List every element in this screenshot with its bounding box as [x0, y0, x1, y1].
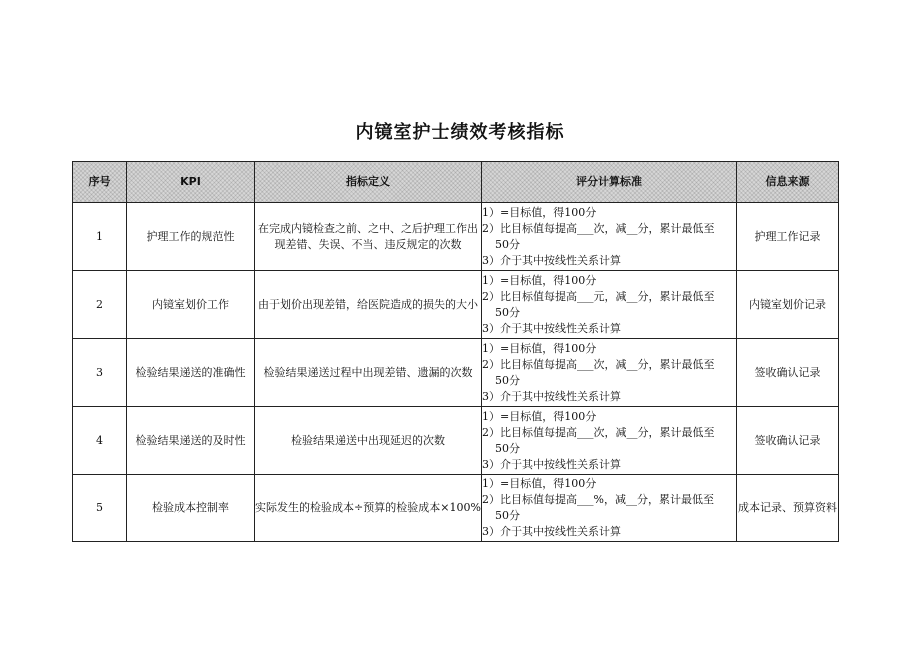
criteria-line: 1）=目标值，得100分	[482, 205, 597, 219]
criteria-line: 2）比目标值每提高___元，减__分，累计最低至	[482, 289, 715, 303]
criteria-line: 1）=目标值，得100分	[482, 341, 597, 355]
criteria-line: 50分	[495, 441, 520, 455]
criteria-line: 2）比目标值每提高___次，减__分，累计最低至	[482, 425, 715, 439]
cell-criteria	[482, 407, 737, 475]
header-seq: 序号	[73, 162, 127, 203]
table-row	[73, 407, 839, 475]
table-row	[73, 271, 839, 339]
cell-seq: 3	[73, 339, 127, 407]
kpi-table	[72, 161, 839, 542]
cell-criteria	[482, 271, 737, 339]
cell-definition: 检验结果递送过程中出现差错、遗漏的次数	[255, 339, 482, 407]
cell-seq: 4	[73, 407, 127, 475]
cell-definition: 实际发生的检验成本÷预算的检验成本×100%	[255, 475, 482, 542]
criteria-line: 50分	[495, 237, 520, 251]
cell-kpi: 检验成本控制率	[127, 475, 255, 542]
cell-source: 成本记录、预算资料	[737, 475, 839, 542]
criteria-line: 3）介于其中按线性关系计算	[482, 321, 621, 335]
table-row	[73, 339, 839, 407]
table-row	[73, 475, 839, 542]
table-row	[73, 203, 839, 271]
cell-seq: 5	[73, 475, 127, 542]
header-source: 信息来源	[737, 162, 839, 203]
cell-source: 签收确认记录	[737, 407, 839, 475]
cell-kpi: 护理工作的规范性	[127, 203, 255, 271]
criteria-line: 3）介于其中按线性关系计算	[482, 525, 621, 538]
criteria-line: 50分	[495, 305, 520, 319]
cell-definition: 由于划价出现差错，给医院造成的损失的大小	[255, 271, 482, 339]
criteria-line: 50分	[495, 509, 520, 522]
criteria-line: 50分	[495, 373, 520, 387]
cell-seq: 2	[73, 271, 127, 339]
cell-criteria	[482, 339, 737, 407]
criteria-line: 3）介于其中按线性关系计算	[482, 457, 621, 471]
document-title: 内镜室护士绩效考核指标	[355, 122, 565, 143]
cell-seq: 1	[73, 203, 127, 271]
criteria-line: 1）=目标值，得100分	[482, 477, 597, 490]
cell-kpi: 检验结果递送的及时性	[127, 407, 255, 475]
criteria-line: 2）比目标值每提高___次，减__分，累计最低至	[482, 357, 715, 371]
cell-source: 内镜室划价记录	[737, 271, 839, 339]
cell-kpi: 内镜室划价工作	[127, 271, 255, 339]
cell-kpi: 检验结果递送的准确性	[127, 339, 255, 407]
criteria-line: 1）=目标值，得100分	[482, 409, 597, 423]
cell-definition: 检验结果递送中出现延迟的次数	[255, 407, 482, 475]
cell-source: 签收确认记录	[737, 339, 839, 407]
criteria-line: 3）介于其中按线性关系计算	[482, 389, 621, 403]
header-kpi: KPI	[127, 162, 255, 203]
criteria-line: 2）比目标值每提高___次，减__分，累计最低至	[482, 221, 715, 235]
header-criteria: 评分计算标准	[482, 162, 737, 203]
header-definition: 指标定义	[255, 162, 482, 203]
cell-definition: 在完成内镜检查之前、之中、之后护理工作出现差错、失误、不当、违反规定的次数	[255, 203, 482, 271]
criteria-line: 3）介于其中按线性关系计算	[482, 253, 621, 267]
header-row	[73, 162, 839, 203]
criteria-line: 2）比目标值每提高___%，减__分，累计最低至	[482, 493, 714, 506]
criteria-line: 1）=目标值，得100分	[482, 273, 597, 287]
cell-criteria	[482, 475, 737, 542]
cell-source: 护理工作记录	[737, 203, 839, 271]
cell-criteria	[482, 203, 737, 271]
